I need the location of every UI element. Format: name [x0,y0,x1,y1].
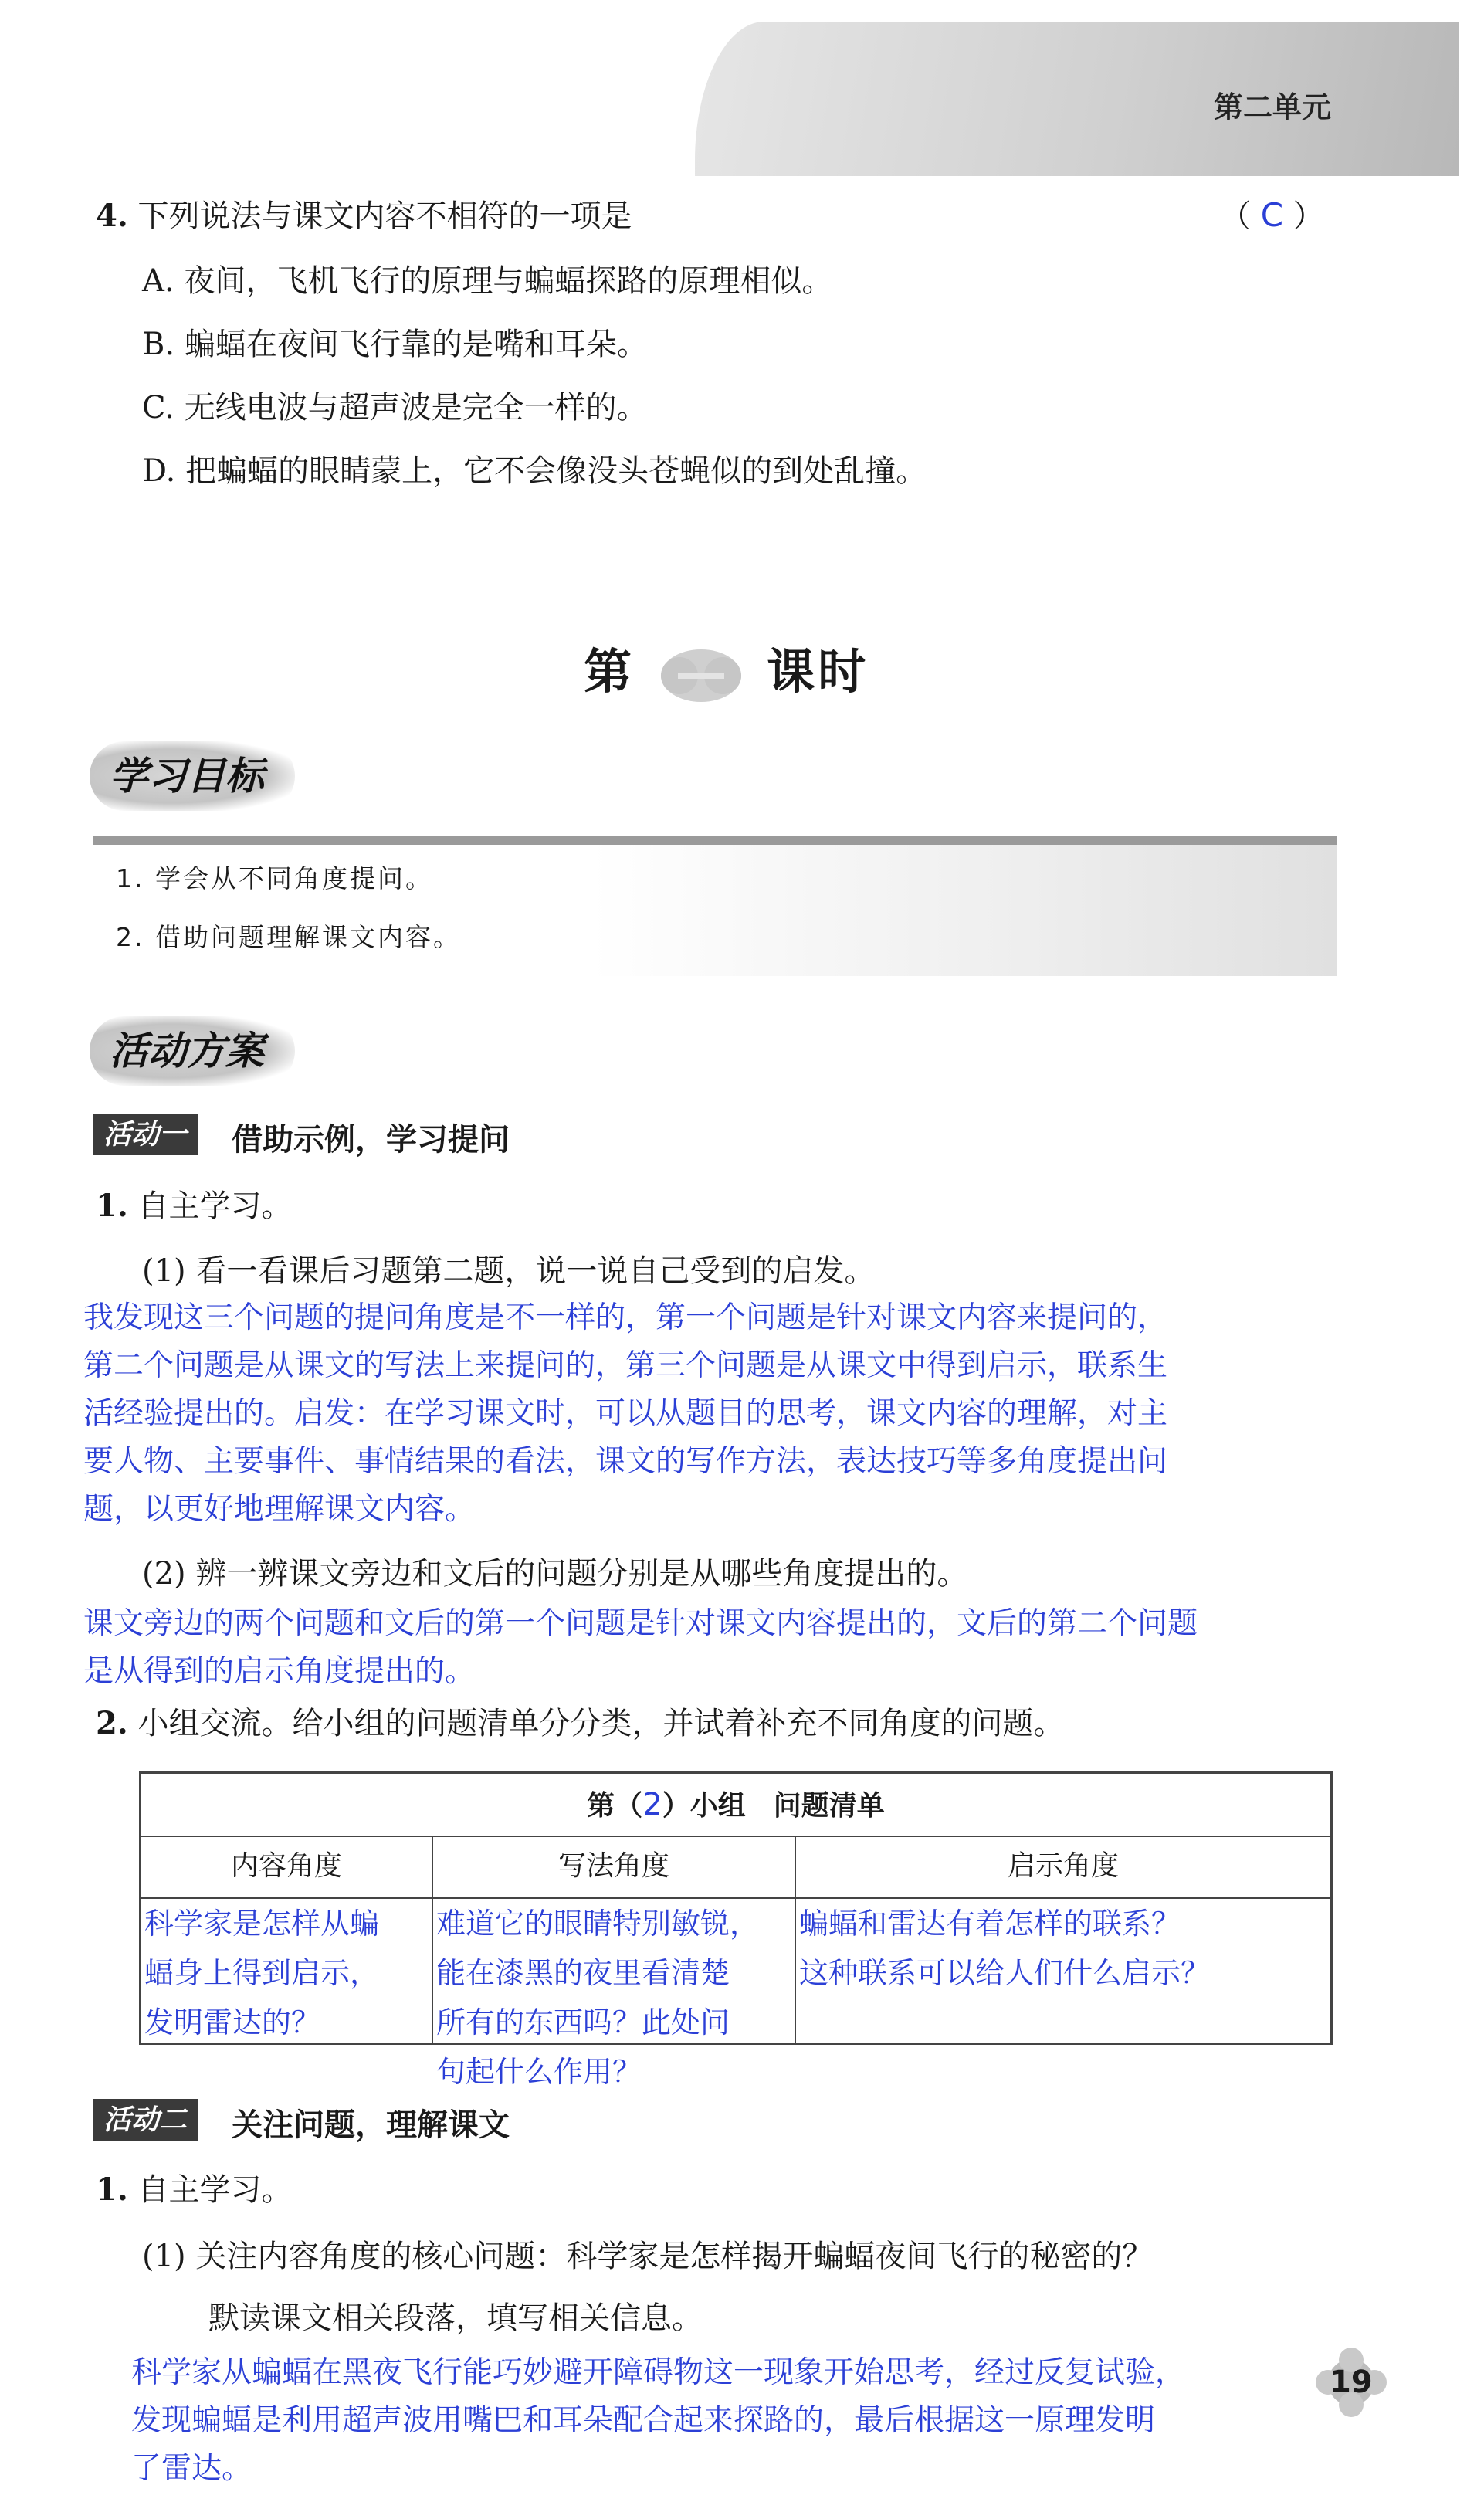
col-header-content: 内容角度 [230,1850,342,1882]
section-badge-plan: 活动方案 [90,1016,295,1086]
activity-1-title: 借助示例，学习提问 [232,1121,510,1158]
cell-content [144,1899,430,2047]
unit-header-tab [695,22,1459,176]
a1-prompt-1: (1) 看一看课后习题第二题，说一说自己受到的启发。 [142,1253,876,1289]
question-list-table [139,1771,1333,2089]
paren-right: ） [1293,198,1324,234]
answer-line: 活经验提出的。启发：在学习课文时，可以从题目的思考，课文内容的理解，对主 [83,1396,1168,1431]
col-header-insight: 启示角度 [1007,1850,1119,1882]
option-a: A. 夜间，飞机飞行的原理与蝙蝠探路的原理相似。 [142,263,833,299]
cell-line: 发明雷达的？ [144,2005,321,2039]
step-label: 自主学习。 [137,2172,293,2208]
answer-line: 我发现这三个问题的提问角度是不一样的，第一个问题是针对课文内容来提问的， [83,1300,1168,1335]
a2-step-1 [96,2165,292,2209]
a2-prompt-1: (1) 关注内容角度的核心问题：科学家是怎样揭开蝙蝠夜间飞行的秘密的？ [142,2239,1154,2274]
option-d: D. 把蝙蝠的眼睛蒙上，它不会像没头苍蝇似的到处乱撞。 [142,453,927,489]
step-label: 小组交流。给小组的问题清单分分类，并试着补充不同角度的问题。 [137,1706,1065,1741]
cell-line: 这种联系可以给人们什么启示？ [799,1956,1211,1990]
group-number: 2 [642,1787,662,1822]
a2-prompt-1-sub: 默读课文相关段落，填写相关信息。 [208,2300,703,2336]
question-4-stem [96,192,632,236]
a1-answer-2 [83,1600,1198,1696]
answer-line: 了雷达。 [131,2451,252,2486]
a2-answer-1 [131,2349,1185,2493]
cell-line: 蝠身上得到启示， [144,1956,380,1990]
paren-left: （ [1220,198,1251,234]
table-title-left: 第（ [587,1790,643,1822]
cell-line: 所有的东西吗？此处问 [436,2005,730,2039]
lesson-title-left: 第 [584,643,635,700]
answer-line: 发现蝙蝠是利用超声波用嘴巴和耳朵配合起来探路的，最后根据这一原理发明 [131,2403,1156,2438]
question-number: 4. [96,198,128,234]
answer-line: 是从得到的启示角度提出的。 [83,1654,476,1689]
goal-item-1: 1. 学会从不同角度提问。 [116,863,433,893]
cell-insight [799,1899,1324,1998]
lesson-title [584,633,869,707]
answer-letter: C [1260,196,1284,234]
question-text: 下列说法与课文内容不相符的一项是 [137,198,632,234]
cell-line: 难道它的眼睛特别敏锐， [436,1907,760,1941]
option-c: C. 无线电波与超声波是完全一样的。 [142,390,648,425]
col-divider [432,1836,433,2045]
table-title [141,1774,1330,1837]
activity-2-tag: 活动二 [93,2099,198,2141]
cell-line: 句起什么作用？ [436,2055,642,2089]
option-b: B. 蝙蝠在夜间飞行靠的是嘴和耳朵。 [142,327,648,362]
cell-writing [436,1899,799,2097]
goal-item-2: 2. 借助问题理解课文内容。 [116,922,461,952]
step-number: 1. [96,1188,128,1224]
activity-2-title: 关注问题，理解课文 [232,2107,510,2143]
lesson-title-right: 课时 [767,643,869,700]
table-header-row [141,1836,1330,1899]
flower-icon [655,645,747,707]
a1-prompt-2: (2) 辨一辨课文旁边和文后的问题分别是从哪些角度提出的。 [142,1556,968,1592]
table-title-right: ）小组 问题清单 [662,1790,885,1822]
a1-step-2 [96,1699,1064,1743]
answer-line: 第二个问题是从课文的写法上来提问的，第三个问题是从课文中得到启示，联系生 [83,1348,1168,1383]
step-number: 2. [96,1705,128,1741]
cell-line: 科学家是怎样从蝙 [144,1907,380,1941]
page-number: 19 [1330,2365,1373,2400]
goal-divider [93,836,1337,845]
unit-title: 第二单元 [1214,90,1332,124]
activity-1-tag: 活动一 [93,1114,198,1155]
col-header-writing: 写法角度 [557,1850,669,1882]
step-number: 1. [96,2171,128,2208]
answer-line: 课文旁边的两个问题和文后的第一个问题是针对课文内容提出的，文后的第二个问题 [83,1606,1198,1641]
answer-bracket [1220,192,1324,236]
cell-line: 能在漆黑的夜里看清楚 [436,1956,730,1990]
step-label: 自主学习。 [137,1188,293,1224]
a1-step-1 [96,1182,292,1226]
section-badge-goals: 学习目标 [90,741,295,811]
answer-line: 题，以更好地理解课文内容。 [83,1492,476,1527]
answer-line: 要人物、主要事件、事情结果的看法，课文的写作方法，表达技巧等多角度提出问 [83,1444,1168,1479]
answer-line: 科学家从蝙蝠在黑夜飞行能巧妙避开障碍物这一现象开始思考，经过反复试验， [131,2355,1186,2390]
a1-answer-1 [83,1294,1167,1534]
cell-line: 蝙蝠和雷达有着怎样的联系？ [799,1907,1181,1941]
